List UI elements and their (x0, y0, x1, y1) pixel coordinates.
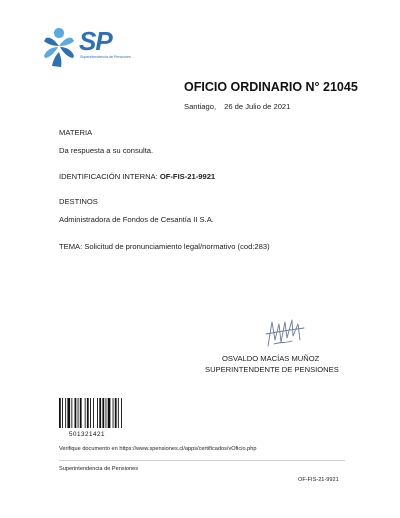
barcode-bar (62, 398, 63, 428)
signer-name: OSVALDO MACÍAS MUÑOZ (222, 354, 320, 363)
barcode-bar (115, 398, 117, 428)
ident-value: OF-FIS-21-9921 (159, 172, 216, 181)
barcode-bar (102, 398, 104, 428)
place: Santiago, (184, 102, 217, 111)
verification-text: Verifique documento en https://www.spensiones.cl/apps/certificados/vOficio.php (59, 446, 257, 452)
handwritten-signature (262, 316, 308, 350)
date: 26 de Julio de 2021 (224, 102, 291, 111)
barcode-bar (113, 398, 114, 428)
footer-doc-code: OF-FIS-21-9921 (298, 477, 339, 483)
barcode-bar (121, 398, 122, 428)
footer-institution: Superintendencia de Pensiones (59, 466, 138, 472)
barcode-bar (80, 398, 82, 428)
materia-label: MATERIA (59, 128, 93, 137)
logo-subtitle: Superintendencia de Pensiones (80, 55, 131, 59)
date-line (184, 102, 298, 111)
barcode-bar (87, 398, 89, 428)
barcode-bar (108, 398, 111, 428)
barcode-number: 501321421 (69, 431, 106, 438)
barcode-bar (78, 398, 79, 428)
signer-role: SUPERINTENDENTE DE PENSIONES (205, 365, 339, 374)
barcode-bar (65, 398, 66, 428)
barcode-bar (59, 398, 61, 428)
barcode-bar (75, 398, 77, 428)
logo-letters: SP (79, 26, 112, 56)
barcode-bar (93, 398, 94, 428)
barcode-bar (97, 398, 98, 428)
barcode-bars (59, 398, 125, 428)
superintendencia-logo (38, 24, 130, 70)
barcode-bar (85, 398, 86, 428)
materia-text: Da respuesta a su consulta. (59, 146, 154, 155)
barcode-bar (106, 398, 107, 428)
barcode-bar (67, 398, 70, 428)
destinos-text: Administradora de Fondos de Cesantía II S.A. (59, 215, 214, 224)
document-title: OFICIO ORDINARIO N° 21045 (184, 80, 358, 94)
destinos-label: DESTINOS (59, 197, 98, 206)
barcode-bar (99, 398, 101, 428)
barcode (59, 398, 125, 428)
ident-line (59, 172, 215, 181)
star-people-logo-icon (38, 24, 80, 70)
tema-text: TEMA: Solicitud de pronunciamiento legal/normativo (cod:283) (59, 242, 270, 251)
signature-icon (262, 316, 308, 350)
footer-divider (59, 460, 345, 461)
barcode-bar (90, 398, 91, 428)
barcode-bar (71, 398, 72, 428)
barcode-bar (118, 398, 119, 428)
ident-label: IDENTIFICACIÓN INTERNA: (59, 172, 158, 181)
